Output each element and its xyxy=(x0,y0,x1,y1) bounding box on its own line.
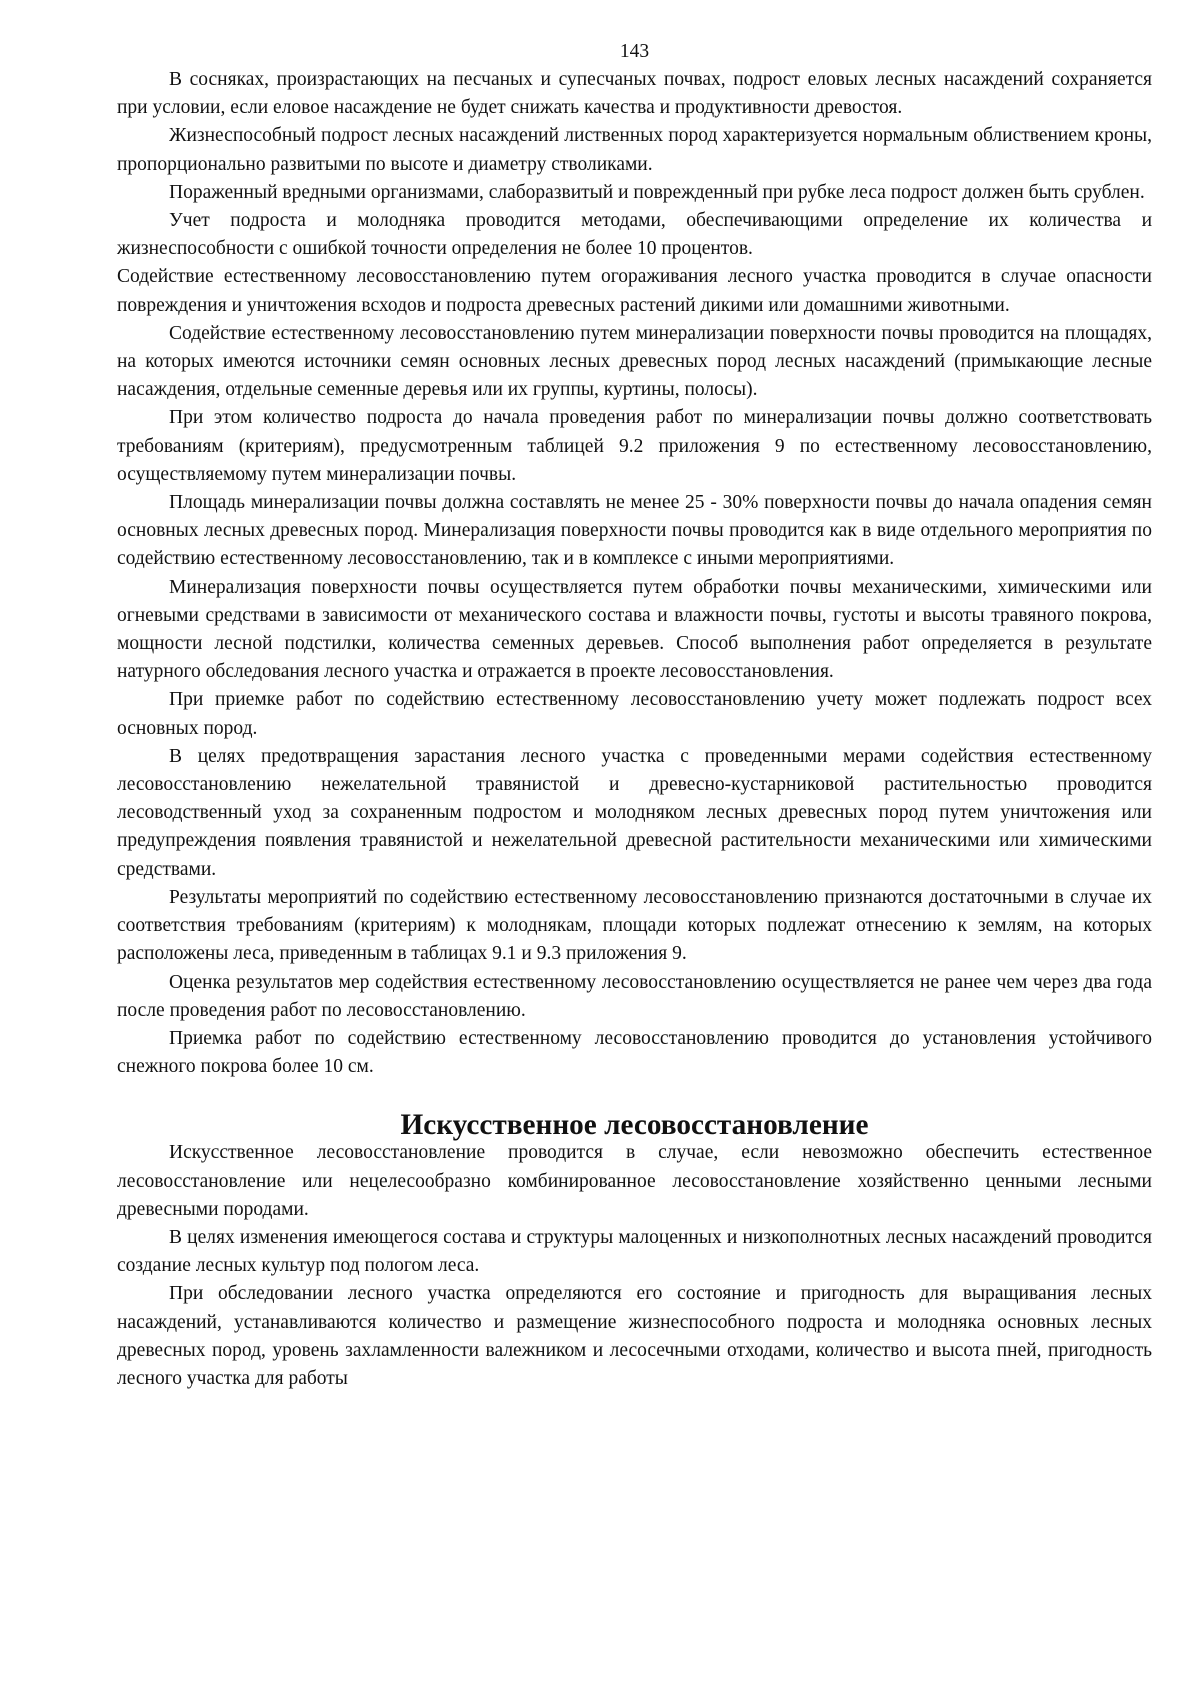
paragraph-fencing: Содействие естественному лесовосстановлению путем огораживания лесного участка проводится в случае опасности повреждения и уничтожения всходов и подроста древесных растений дикими или домашними животными. xyxy=(117,266,1152,316)
paragraph-viable-undergrowth: Жизнеспособный подрост лесных насаждений лиственных пород характеризуется нормальным облиствением кроны, пропорционально развитыми по высоте и диаметру стволиками. xyxy=(117,125,1152,175)
paragraph-work-acceptance: Приемка работ по содействию естественному лесовосстановлению проводится до установления устойчивого снежного покрова более 10 см. xyxy=(117,1027,1152,1078)
paragraph-silvicultural-care: В целях предотвращения зарастания лесного участка с проведенными мерами содействия естественному лесовосстановлению нежелательной травянистой и древесно-кустарниковой растительностью проводится лесоводственный уход за сохраненным подростом и молодняком лесных древесных пород путем уничтожения или предупреждения появления травянистой и нежелательной древесной растительности механическими или химическими средствами. xyxy=(117,745,1152,880)
paragraph-mineralization-area: Площадь минерализации почвы должна составлять не менее 25 - 30% поверхности почвы до начала опадения семян основных лесных древесных пород. Минерализация поверхности почвы проводится как в виде отдельного мероприятия по содействию естественному лесовосстановлению, так и в комплексе с иными мероприятиями. xyxy=(117,492,1152,570)
paragraph-pine-forests: В сосняках, произрастающих на песчаных и супесчаных почвах, подрост еловых лесных насаждений сохраняется при условии, если еловое насаждение не будет снижать качества и продуктивности древостоя. xyxy=(117,69,1152,119)
page-number: 143 xyxy=(619,41,650,62)
paragraph-undergrowth-accounting: Учет подроста и молодняка проводится методами, обеспечивающими определение их количества и жизнеспособности с ошибкой точности определения не более 10 процентов. xyxy=(117,210,1152,260)
paragraph-damaged-undergrowth: Пораженный вредными организмами, слаборазвитый и поврежденный при рубке леса подрост должен быть срублен. xyxy=(169,181,1145,203)
paragraph-acceptance-accounting: При приемке работ по содействию естественному лесовосстановлению учету может подлежать подрост всех основных пород. xyxy=(117,689,1152,739)
paragraph-results-evaluation: Оценка результатов мер содействия естественному лесовосстановлению осуществляется не ранее чем через два года после проведения работ по лесовосстановлению. xyxy=(117,971,1152,1021)
paragraph-undergrowth-requirements: При этом количество подроста до начала проведения работ по минерализации почвы должно соответствовать требованиям (критериям), предусмотренным таблицей 9.2 приложения 9 по естественному лесовосстановлению, осуществляемому путем минерализации почвы. xyxy=(117,407,1152,485)
paragraph-mineralization-methods: Минерализация поверхности почвы осуществляется путем обработки почвы механическими, химическими или огневыми средствами в зависимости от механического состава и влажности почвы, густоты и высоты травяного покрова, мощности лесной подстилки, количества семенных деревьев. Способ выполнения работ определяется в результате натурного обследования лесного участка и отражается в проекте лесовосстановления. xyxy=(117,576,1152,683)
paragraph-site-inspection: При обследовании лесного участка определяются его состояние и пригодность для выращивания лесных насаждений, устанавливаются количество и размещение жизнеспособного подроста и молодняка основных лесных древесных пород, уровень захламленности валежником и лесосечными отходами, количество и высота пней, пригодность лесного участка для работы xyxy=(117,1283,1152,1389)
paragraph-under-canopy-cultures: В целях изменения имеющегося состава и структуры малоценных и низкополнотных лесных насаждений проводится создание лесных культур под пологом леса. xyxy=(117,1226,1152,1277)
section-heading-artificial-reforestation: Искусственное лесовосстановление xyxy=(400,1109,869,1142)
document-page xyxy=(117,38,1152,1393)
paragraph-soil-mineralization: Содействие естественному лесовосстановлению путем минерализации поверхности почвы проводится на площадях, на которых имеются источники семян основных лесных древесных пород лесных насаждений (примыкающие лесные насаждения, отдельные семенные деревья или их группы, куртины, полосы). xyxy=(117,322,1152,401)
paragraph-results-sufficient: Результаты мероприятий по содействию естественному лесовосстановлению признаются достаточными в случае их соответствия требованиям (критериям) к молоднякам, площади которых подлежат отнесению к землям, на которых расположены леса, приведенным в таблицах 9.1 и 9.3 приложения 9. xyxy=(117,886,1152,965)
paragraph-artificial-reforestation: Искусственное лесовосстановление проводится в случае, если невозможно обеспечить естественное лесовосстановление или нецелесообразно комбинированное лесовосстановление хозяйственно ценными лесными древесными породами. xyxy=(117,1142,1152,1220)
